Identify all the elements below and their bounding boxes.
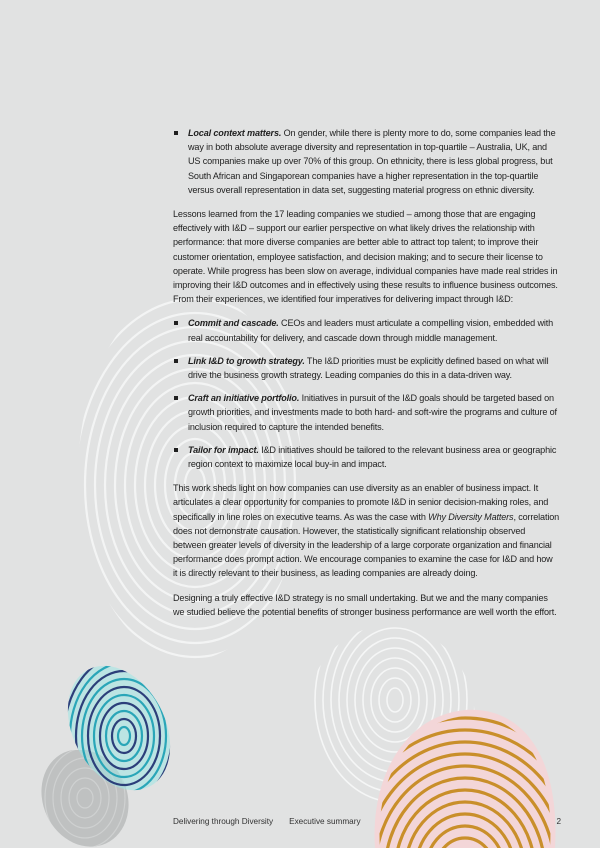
imperative-item — [173, 354, 559, 382]
footer-report-title: Delivering through Diversity — [173, 817, 274, 826]
footer-section-name: Executive summary — [289, 817, 361, 826]
bullet-local-context — [173, 126, 559, 197]
teal-fingerprint-icon — [62, 658, 177, 798]
lessons-paragraph: Lessons learned from the 17 leading companies we studied – among those that are engaging effectively with I&D – support our earlier perspective on what likely drives the relationship with performance: that more diverse companies are better able to attract top talent; to improve their customer orientation, employee satisfaction, and decision making; and to secure their license to operate. While progress has been slow on average, individual companies have made real strides in improving their I&D outcomes and in effectively using these results to influence business outcomes. From their experiences, we identified four imperatives for delivering impact through I&D: — [173, 209, 558, 305]
report-title-reference: Why Diversity Matters — [428, 511, 514, 522]
white-fingerprint-small-icon — [300, 620, 480, 820]
page-number: 2 — [556, 817, 561, 826]
imperative-item — [173, 391, 559, 434]
gray-fingerprint-icon — [38, 750, 133, 848]
body-text — [173, 126, 559, 629]
impact-paragraph — [173, 481, 559, 580]
bullet-square-icon — [174, 396, 178, 400]
imperative-item — [173, 443, 559, 471]
bullet-square-icon — [174, 448, 178, 452]
imperative-text: Initiatives in pursuit of the I&D goals should be targeted based on growth priorities, and investments made to both hard- and soft-wire the programs and culture of inclusion required to capture the intended benefits. — [188, 393, 557, 432]
bullet-square-icon — [174, 321, 178, 325]
imperatives-list — [173, 316, 559, 471]
context-bullet-list — [173, 126, 559, 197]
closing-paragraph: Designing a truly effective I&D strategy is no small undertaking. But we and the many companies we studied believe the potential benefits of stronger business performance are well worth the effort. — [173, 592, 557, 617]
bullet-square-icon — [174, 131, 178, 135]
imperative-lead: Craft an initiative portfolio. — [188, 393, 300, 404]
impact-text-after: , correlation does not demonstrate causation. However, the statistically significant relationship observed between greater levels of diversity in the leadership of a large corporate organization and financial performance does prompt action. We encourage companies to examine the case for I&D and how it is directly relevant to their business, as leading companies are already doing. — [173, 511, 560, 579]
page-footer — [173, 817, 561, 826]
ochre-fingerprint-icon — [355, 702, 560, 848]
bullet-lead: Local context matters. — [188, 128, 282, 138]
imperative-lead: Tailor for impact. — [188, 444, 259, 455]
impact-text-before: This work sheds light on how companies can use diversity as an enabler of business impact. It articulates a clear opportunity for companies to promote I&D in senior decision-making roles, and specifically in line roles on executive teams. As was the case with — [173, 483, 549, 522]
imperative-lead: Commit and cascade. — [188, 318, 279, 329]
imperative-text: I&D initiatives should be tailored to the relevant business area or geographic region context to maximize local buy-in and impact. — [188, 444, 557, 470]
bullet-text: On gender, while there is plenty more to do, some companies lead the way in both absolute average diversity and representation in top-quartile – Australia, UK, and US companies make up over 70% of this group. On ethnicity, there is less global progress, but South African and Singaporean companies have a higher representation in the top-quartile versus overall representation in data set, suggesting material progress on ethnic diversity. — [188, 128, 556, 195]
imperative-item — [173, 316, 559, 344]
imperative-text: The I&D priorities must be explicitly defined based on what will drive the business growth strategy. Leading companies do this in a data-driven way. — [188, 355, 549, 381]
imperative-text: CEOs and leaders must articulate a compelling vision, embedded with real accountability for delivery, and cascade down through middle management. — [188, 318, 554, 343]
imperative-lead: Link I&D to growth strategy. — [188, 355, 305, 366]
bullet-square-icon — [174, 359, 178, 363]
